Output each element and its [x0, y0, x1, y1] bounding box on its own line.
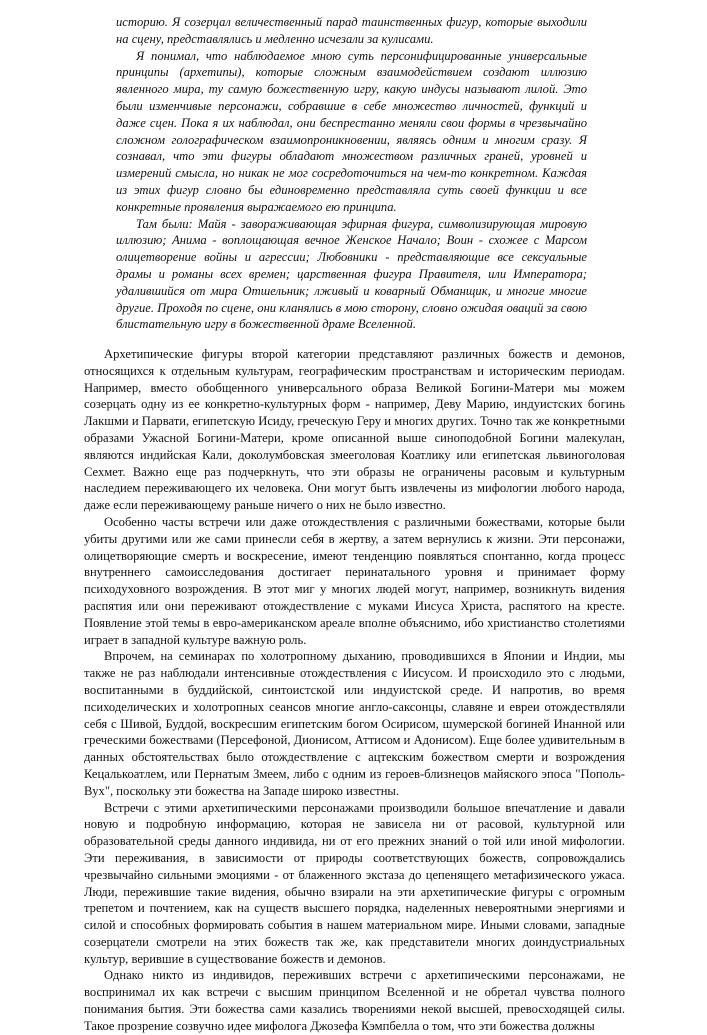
quote-paragraph: историю. Я созерцал величественный парад таинственных фигур, которые выходили на сцену, представлялись и медленно исчезали за кулисами. — [116, 15, 587, 46]
body-paragraph: Впрочем, на семинарах по холотропному дыханию, проводившихся в Японии и Индии, мы также не раз наблюдали интенсивные отождествления с Иисусом. И происходило это с людьми, воспитанными в буддийской, синтоистской или индуистской среде. И напротив, во время психоделических и холотропных сеансов многие англо-саксонцы, славяне и евреи отождествляли себя с Шивой, Буддой, воскресшим египетским богом Осирисом, шумерской богиней Инанной или греческими божествами (Персефоной, Дионисом, Аттисом и Адонисом). Еще более удивительным в данных обстоятельствах было отождествление с ацтекским божеством смерти и возрождения Кецалькоатлем, или Пернатым Змеем, либо с одним из героев-близнецов майяского эпоса "Пополь-Вух", поскольку эти божества на Западе широко известны. — [84, 649, 625, 798]
body-paragraph: Встречи с этими архетипическими персонажами производили большое впечатление и давали новую и подробную информацию, которая не зависела ни от расовой, культурной или образовательной среды данного индивида, ни от его прежних знаний о той или иной мифологии. Эти переживания, в зависимости от природы соответствующих божеств, сопровождались чрезвычайно сильными эмоциями - от блаженного экстаза до цепенящего метафизического ужаса. Люди, пережившие такие видения, обычно взирали на эти архетипические фигуры с огромным трепетом и почтением, как на существ высшего порядка, наделенных невероятными энергиями и силой и способных формировать события в нашем материальном мире. Иными словами, западные созерцатели смотрели на этих божеств так же, как представители многих доиндустриальных культур, верившие в существование божеств и демонов. — [84, 800, 625, 966]
italic-quote-block — [116, 14, 587, 333]
quote-paragraph: Там были: Майя - завораживающая эфирная фигура, символизирующая мировую иллюзию; Анима - воплощающая вечное Женское Начало; Воин - схожее с Марсом олицетворение войны и агрессии; Любовники - представляющие все сексуальные драмы и романы всех времен; царственная фигура Правителя, или Императора; удалившийся от мира Отшельник; лживый и коварный Обманщик, и многие многие другие. Проходя по сцене, они кланялись в мою сторону, словно ожидая оваций за свою блистательную игру в божественной драме Вселенной. — [116, 216, 587, 332]
body-paragraph: Архетипические фигуры второй категории представляют различных божеств и демонов, относящихся к отдельным культурам, географическим пространствам и историческим периодам. Например, вместо обобщенного универсального образа Великой Богини-Матери мы можем созерцать одну из ее конкретно-культурных форм - например, Деву Марию, индуистских богинь Лакшми и Парвати, египетскую Исиду, греческую Геру и многих других. Точно так же конкретными образами Ужасной Богини-Матери, кроме описанной выше синоподобной Богини малекулан, являются индийская Кали, доколумбовская змееголовая Коатлику или египетская львиноголовая Сехмет. Важно еще раз подчеркнуть, что эти образы не ограничены расовым и культурным наследием переживающего их человека. Они могут быть извлечены из мифологии любого народа, даже если переживающему раньше ничего о них не было известно. — [84, 347, 625, 513]
body-paragraph: Однако никто из индивидов, переживших встречи с архетипическими персонажами, не воспринимал их как встречи с высшим принципом Вселенной и не обретал чувства полного понимания бытия. Эти божества сами казались творениями некой высшей, превосходящей силы. Такое прозрение созвучно идее мифолога Джозефа Кэмпбелла о том, что эти божества должны — [84, 968, 625, 1033]
body-paragraph: Особенно часты встречи или даже отождествления с различными божествами, которые были убиты другими или же сами принесли себя в жертву, а затем вернулись к жизни. Эти персонажи, олицетворяющие смерть и воскресение, имеют тенденцию появляться спонтанно, когда процесс внутреннего самоисследования достигает перинатального уровня и принимает форму психодуховного возрождения. В этот миг у многих людей могут, например, возникнуть видения распятия или они переживают отождествление с муками Иисуса Христа, распятого на кресте. Появление этой темы в евро-американском ареале вполне объяснимо, ибо христианство столетиями играет в западной культуре важную роль. — [84, 514, 625, 647]
body-text — [84, 346, 625, 1035]
quote-paragraph: Я понимал, что наблюдаемое мною суть персонифицированные универсальные принципы (архетипы), которые сложным взаимодействием создают иллюзию явленного мира, ту самую божественную игру, какую индусы называют лилой. Это были изменчивые персонажи, собравшие в себе множество личностей, функций и даже сцен. Пока я их наблюдал, они беспрестанно меняли свои формы в чрезвычайно сложном голографическом взаимопроникновении, являясь одним и многим сразу. Я сознавал, что эти фигуры обладают множеством различных граней, уровней и измерений смысла, но никак не мог сосредоточиться на чем-то конкретном. Каждая из этих фигур словно бы единовременно представляла суть своей функции и все конкретные проявления выражаемого ею принципа. — [116, 48, 587, 214]
